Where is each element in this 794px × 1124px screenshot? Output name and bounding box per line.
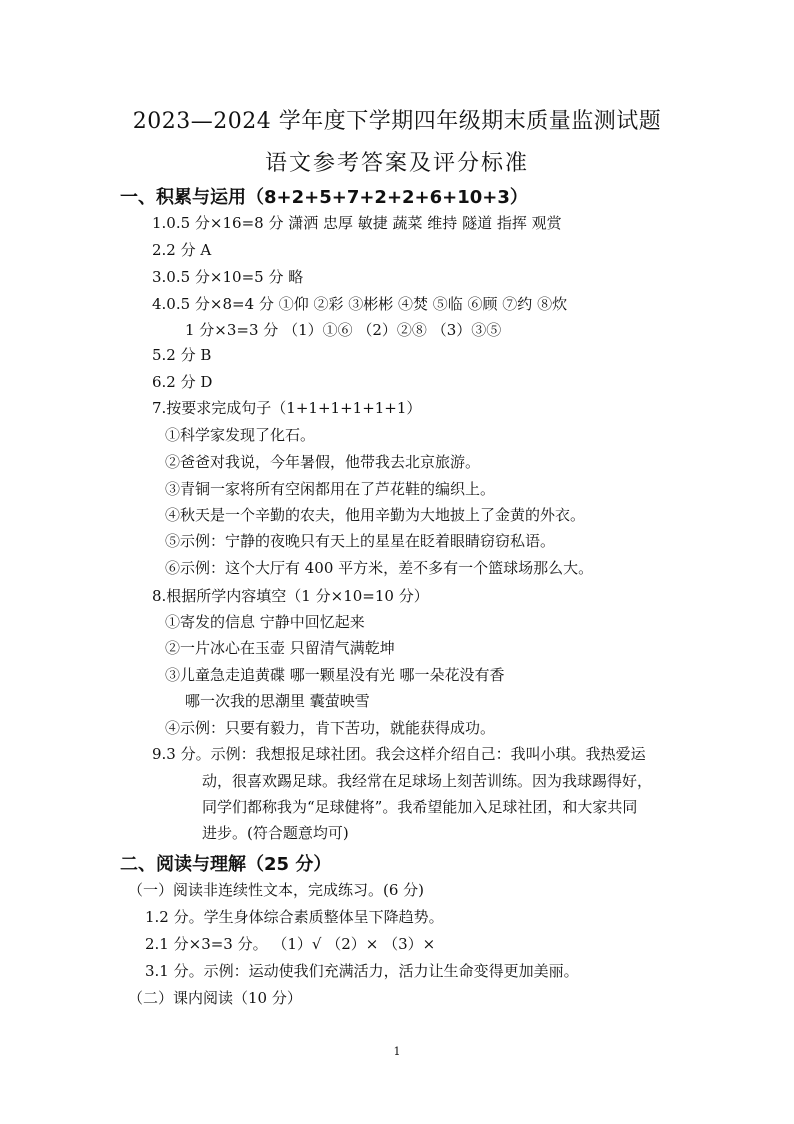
answer-line: 动，很喜欢踢足球。我经常在足球场上刻苦训练。因为我球踢得好， xyxy=(202,772,653,790)
page-number: 1 xyxy=(393,1045,401,1058)
answer-line: ⑥示例：这个大厅有 400 平方米，差不多有一个篮球场那么大。 xyxy=(165,559,594,577)
answer-line: 进步。(符合题意均可) xyxy=(202,824,349,842)
answer-line: ①寄发的信息 宁静中回忆起来 xyxy=(165,613,365,631)
answer-line: 8.根据所学内容填空（1 分×10=10 分） xyxy=(152,587,429,605)
answer-line: 3.1 分。示例：运动使我们充满活力，活力让生命变得更加美丽。 xyxy=(145,962,579,980)
answer-line: 1.2 分。学生身体综合素质整体呈下降趋势。 xyxy=(145,908,444,926)
answer-line: 4.0.5 分×8=4 分 ①仰 ②彩 ③彬彬 ④焚 ⑤临 ⑥顾 ⑦约 ⑧炊 xyxy=(152,295,568,313)
answer-line: 6.2 分 D xyxy=(152,373,213,391)
answer-line: ③儿童急走追黄碟 哪一颗星没有光 哪一朵花没有香 xyxy=(165,666,505,684)
answer-line: ④示例：只要有毅力，肯下苦功，就能获得成功。 xyxy=(165,719,496,737)
answer-line: 同学们都称我为“足球健将”。我希望能加入足球社团，和大家共同 xyxy=(202,798,638,816)
section-heading-reading: 二、阅读与理解（25 分） xyxy=(120,854,332,875)
answer-line: （一）阅读非连续性文本，完成练习。(6 分) xyxy=(128,881,425,899)
page-title: 2023—2024 学年度下学期四年级期末质量监测试题 xyxy=(132,109,662,134)
answer-line: ②爸爸对我说，今年暑假，他带我去北京旅游。 xyxy=(165,453,481,471)
answer-line: 9.3 分。示例：我想报足球社团。我会这样介绍自己：我叫小琪。我热爱运 xyxy=(152,745,646,763)
answer-line: 3.0.5 分×10=5 分 略 xyxy=(152,268,304,286)
answer-line: 2.1 分×3=3 分。 （1）√ （2）× （3）× xyxy=(145,935,436,953)
answer-line: ④秋天是一个辛勤的农夫，他用辛勤为大地披上了金黄的外衣。 xyxy=(165,506,586,524)
page-subtitle: 语文参考答案及评分标准 xyxy=(264,151,529,176)
answer-line: 哪一次我的思潮里 囊萤映雪 xyxy=(185,692,370,710)
answer-line: 1.0.5 分×16=8 分 潇洒 忠厚 敏捷 蔬菜 维持 隧道 指挥 观赏 xyxy=(152,214,562,232)
answer-line: 1 分×3=3 分 （1）①⑥ （2）②⑧ （3）③⑤ xyxy=(185,321,502,339)
answer-line: 7.按要求完成句子（1+1+1+1+1+1） xyxy=(152,399,422,417)
section-heading-accumulation: 一、积累与运用（8+2+5+7+2+2+6+10+3） xyxy=(120,187,528,208)
answer-line: 2.2 分 A xyxy=(152,241,212,259)
answer-line: ①科学家发现了化石。 xyxy=(165,426,316,444)
answer-line: （二）课内阅读（10 分） xyxy=(128,989,302,1007)
answer-line: 5.2 分 B xyxy=(152,346,212,364)
answer-line: ⑤示例：宁静的夜晚只有天上的星星在眨着眼睛窃窃私语。 xyxy=(165,532,556,550)
answer-line: ③青铜一家将所有空闲都用在了芦花鞋的编织上。 xyxy=(165,480,496,498)
answer-line: ②一片冰心在玉壶 只留清气满乾坤 xyxy=(165,639,395,657)
